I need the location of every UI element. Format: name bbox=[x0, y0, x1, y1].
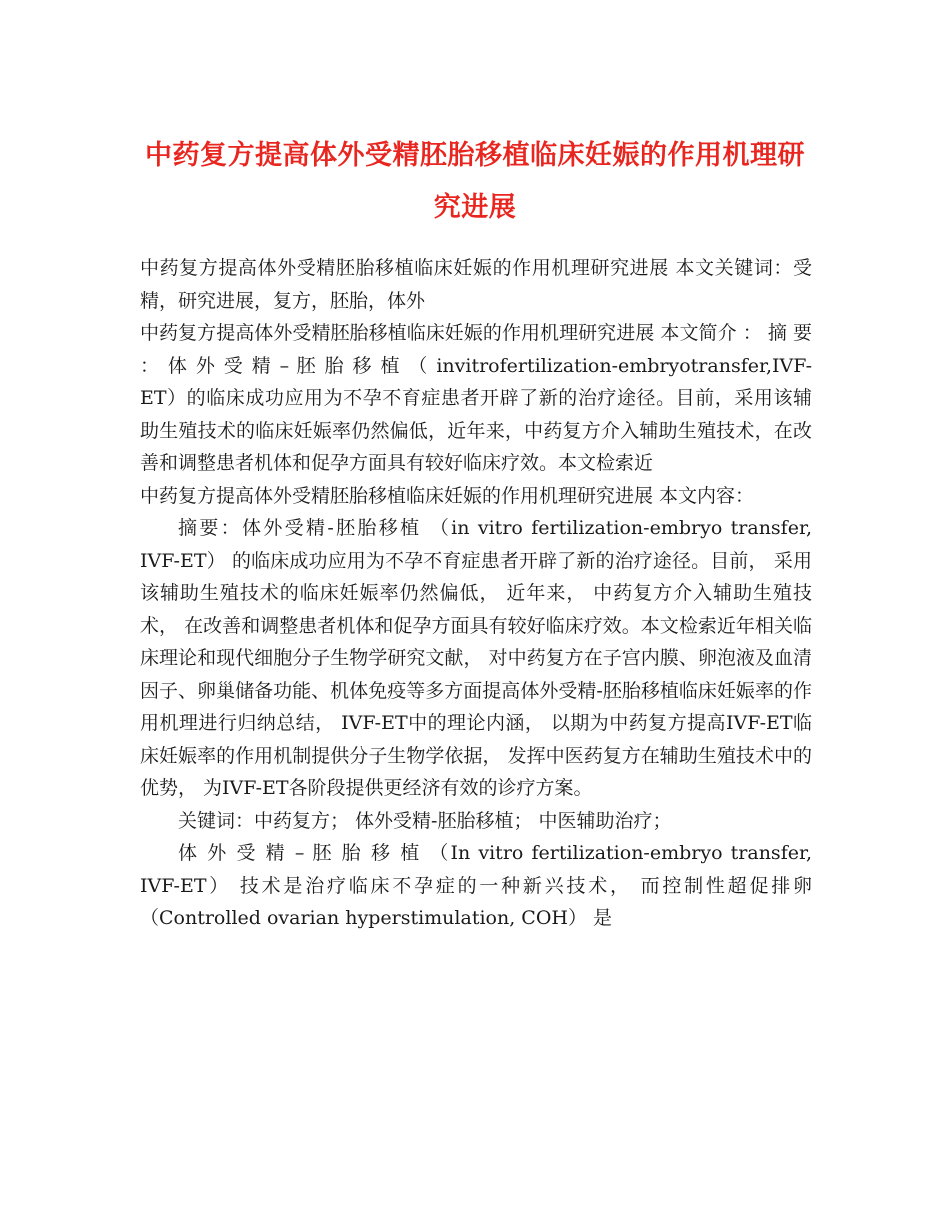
document-title: 中药复方提高体外受精胚胎移植临床妊娠的作用机理研究进展 bbox=[145, 140, 805, 223]
keywords-paragraph: 关键词：中药复方； 体外受精-胚胎移植； 中医辅助治疗； bbox=[178, 809, 672, 832]
body-paragraph: 体 外 受 精 – 胚 胎 移 植 （In vitro fertilization-embryo transfer, IVF-ET） 技术是治疗临床不孕症的一种新兴技术， 而控制性超促排卵 （Controlled ovarian hyperstimulation, COH） 是 bbox=[140, 842, 812, 929]
abstract-paragraph: 摘要：体外受精-胚胎移植 （in vitro fertilization-embryo transfer, IVF-ET） 的临床成功应用为不孕不育症患者开辟了新的治疗途径。目前， 采用该辅助生殖技术的临床妊娠率仍然偏低， 近年来， 中药复方介入辅助生殖技术， 在改善和调整患者机体和促孕方面具有较好临床疗效。本文检索近年相关临床理论和现代细胞分子生物学研究文献， 对中药复方在子宫内膜、卵泡液及血清因子、卵巢储备功能、机体免疫等多方面提高体外受精-胚胎移植临床妊娠率的作用机理进行归纳总结， IVF-ET中的理论内涵， 以期为中药复方提高IVF-ET临床妊娠率的作用机制提供分子生物学依据， 发挥中医药复方在辅助生殖技术中的优势， 为IVF-ET各阶段提供更经济有效的诊疗方案。 bbox=[140, 517, 812, 799]
document-body bbox=[140, 252, 812, 935]
meta-content-paragraph: 中药复方提高体外受精胚胎移植临床妊娠的作用机理研究进展 本文内容： bbox=[140, 484, 755, 507]
meta-intro-paragraph: 中药复方提高体外受精胚胎移植临床妊娠的作用机理研究进展 本文简介 ： 摘 要 ： 体 外 受 精 – 胚 胎 移 植 （ invitrofertilization-embryotransfer,IVF-ET）的临床成功应用为不孕不育症患者开辟了新的治疗途径。目前，采用该辅助生殖技术的临床妊娠率仍然偏低，近年来，中药复方介入辅助生殖技术，在改善和调整患者机体和促孕方面具有较好临床疗效。本文检索近 bbox=[140, 322, 812, 474]
meta-keywords-paragraph: 中药复方提高体外受精胚胎移植临床妊娠的作用机理研究进展 本文关键词：受精，研究进展，复方，胚胎，体外 bbox=[140, 257, 812, 312]
